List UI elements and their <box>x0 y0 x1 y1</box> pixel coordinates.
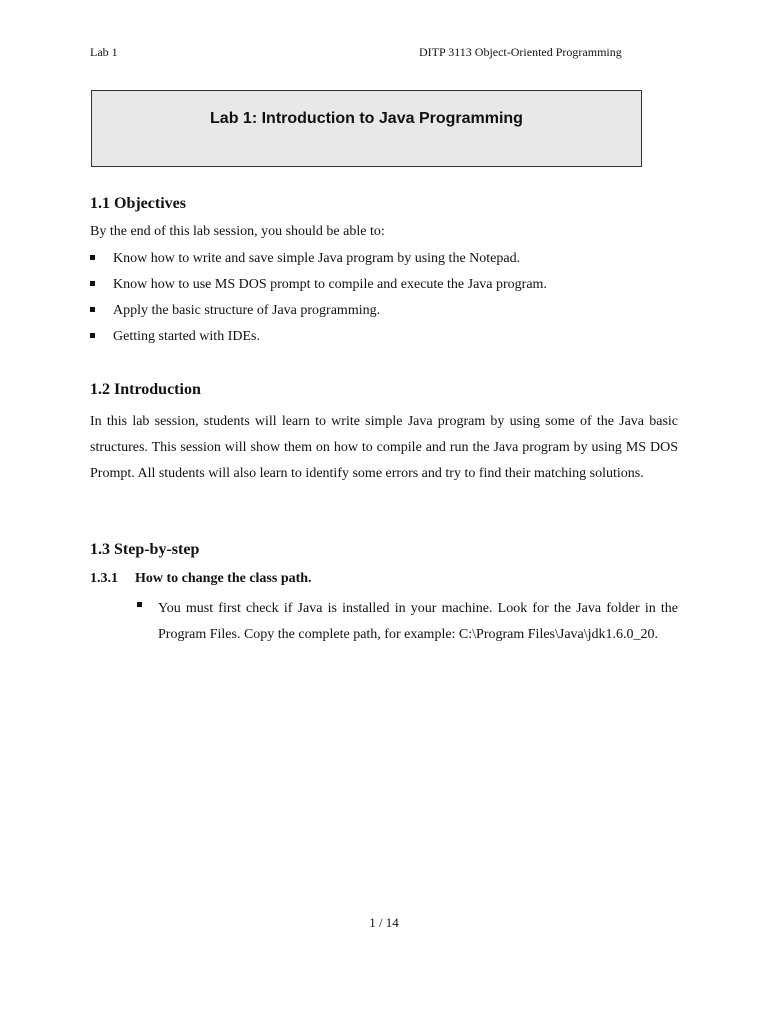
square-bullet-icon <box>90 281 95 286</box>
list-item-text: Getting started with IDEs. <box>113 329 260 344</box>
step-item-text: You must first check if Java is installed in your machine. Look for the Java folder in the Program Files. Copy the complete path, for example: C:\Program Files\Java\jdk1.6.0_20. <box>158 601 678 642</box>
square-bullet-icon <box>90 333 95 338</box>
list-item-text: Know how to use MS DOS prompt to compile and execute the Java program. <box>113 277 547 292</box>
step-by-step-heading: 1.3 Step-by-step <box>90 541 200 558</box>
list-item <box>90 328 547 354</box>
list-item <box>90 302 547 328</box>
list-item <box>90 276 547 302</box>
subsection-number: 1.3.1 <box>90 571 118 586</box>
running-header-right: DITP 3113 Object-Oriented Programming <box>419 45 622 59</box>
lab-title: Lab 1: Introduction to Java Programming <box>210 110 523 127</box>
square-bullet-icon <box>90 307 95 312</box>
square-bullet-icon <box>90 255 95 260</box>
page-number: 1 / 14 <box>369 915 399 930</box>
running-header-left: Lab 1 <box>90 45 118 59</box>
objectives-heading: 1.1 Objectives <box>90 195 186 212</box>
subsection-title: How to change the class path. <box>135 571 312 586</box>
list-item <box>90 250 547 276</box>
introduction-heading: 1.2 Introduction <box>90 381 201 398</box>
list-item-text: Know how to write and save simple Java program by using the Notepad. <box>113 251 521 266</box>
introduction-paragraph: In this lab session, students will learn to write simple Java program by using some of the Java basic structures. This session will show them on how to compile and run the Java program by using MS DOS Prompt. All students will also learn to identify some errors and try to find their matching solutions. <box>90 414 678 481</box>
title-box <box>91 90 642 167</box>
list-item-text: Apply the basic structure of Java programming. <box>113 303 381 318</box>
objectives-list <box>90 250 547 354</box>
subsection-heading <box>90 571 312 587</box>
objectives-lead: By the end of this lab session, you should be able to: <box>90 224 385 239</box>
square-bullet-icon <box>137 602 142 607</box>
